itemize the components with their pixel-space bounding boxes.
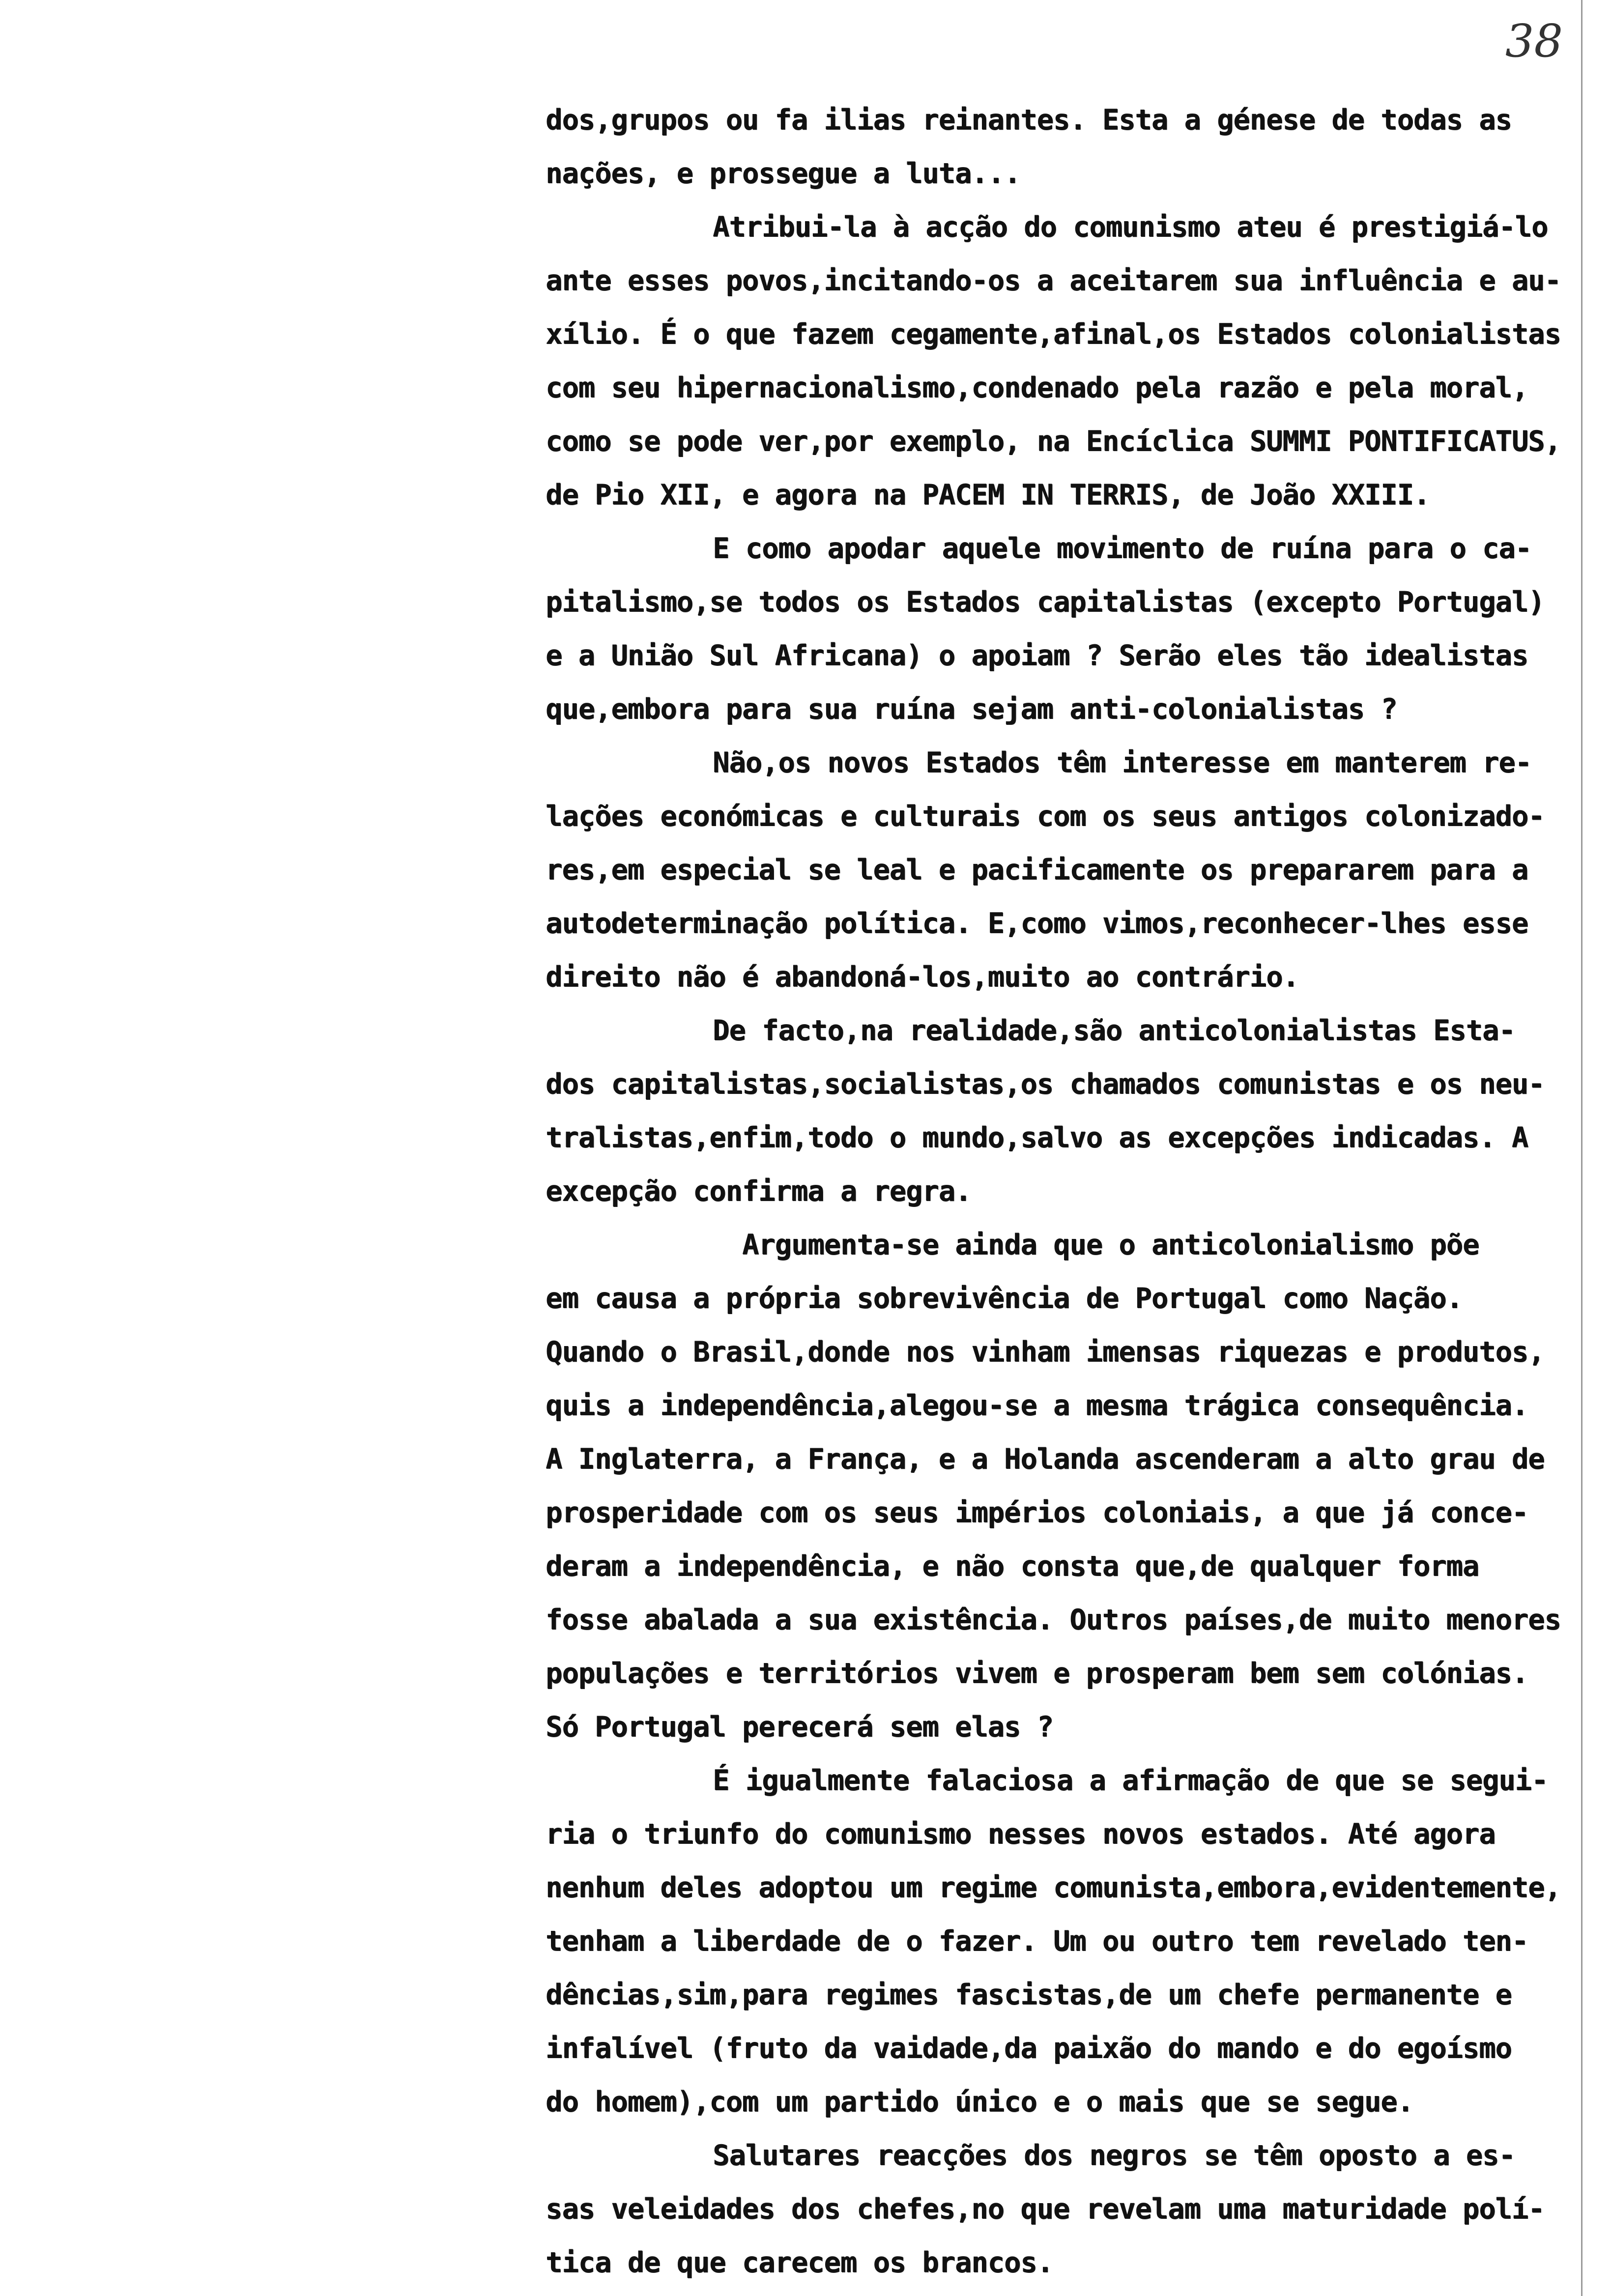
text-line: que,embora para sua ruína sejam anti-colonialistas ? — [546, 693, 1397, 725]
text-line: res,em especial se leal e pacificamente os prepararem para a — [546, 854, 1528, 886]
text-line: pitalismo,se todos os Estados capitalistas (excepto Portugal) — [546, 586, 1545, 618]
text-line: tenham a liberdade de o fazer. Um ou outro tem revelado ten- — [546, 1925, 1528, 1957]
text-line: com seu hipernacionalismo,condenado pela razão e pela moral, — [546, 372, 1528, 404]
text-line: dos,grupos ou fa ilias reinantes. Esta a génese de todas as — [546, 104, 1512, 136]
text-line: xílio. É o que fazem cegamente,afinal,os Estados colonialistas — [546, 318, 1561, 350]
text-line: nações, e prossegue a luta... — [546, 157, 1021, 190]
text-line: populações e territórios vivem e prosperam bem sem colónias. — [546, 1657, 1528, 1690]
text-line: quis a independência,alegou-se a mesma trágica consequência. — [546, 1389, 1528, 1422]
text-line: Argumenta-se ainda que o anticolonialismo põe — [742, 1229, 1479, 1261]
text-line: direito não é abandoná-los,muito ao contrário. — [546, 961, 1299, 993]
page-edge-rule — [1581, 0, 1583, 2296]
text-line: ria o triunfo do comunismo nesses novos estados. Até agora — [546, 1818, 1496, 1850]
text-line: E como apodar aquele movimento de ruína para o ca- — [713, 532, 1531, 565]
text-line: ante esses povos,incitando-os a aceitarem sua influência e au- — [546, 264, 1561, 297]
text-line: prosperidade com os seus impérios coloniais, a que já conce- — [546, 1496, 1528, 1529]
text-line: É igualmente falaciosa a afirmação de que se segui- — [713, 1764, 1548, 1797]
text-line: Não,os novos Estados têm interesse em manterem re- — [713, 746, 1531, 779]
text-line: tralistas,enfim,todo o mundo,salvo as excepções indicadas. A — [546, 1121, 1528, 1154]
page-number: 38 — [1505, 15, 1563, 67]
text-line: sas veleidades dos chefes,no que revelam uma maturidade polí- — [546, 2193, 1545, 2225]
text-line: e a União Sul Africana) o apoiam ? Serão eles tão idealistas — [546, 639, 1528, 672]
typewritten-text-block — [546, 93, 1561, 2290]
text-line: Atribui-la à acção do comunismo ateu é prestigiá-lo — [713, 211, 1548, 243]
text-line: fosse abalada a sua existência. Outros países,de muito menores — [546, 1604, 1561, 1636]
text-line: excepção confirma a regra. — [546, 1175, 972, 1207]
text-line: dos capitalistas,socialistas,os chamados comunistas e os neu- — [546, 1068, 1545, 1100]
text-line: A Inglaterra, a França, e a Holanda ascenderam a alto grau de — [546, 1443, 1545, 1475]
text-line: lações económicas e culturais com os seus antigos colonizado- — [546, 800, 1545, 832]
text-line: dências,sim,para regimes fascistas,de um chefe permanente e — [546, 1979, 1512, 2011]
text-line: tica de que carecem os brancos. — [546, 2246, 1053, 2279]
text-line: infalível (fruto da vaidade,da paixão do mando e do egoísmo — [546, 2032, 1512, 2065]
text-line: em causa a própria sobrevivência de Portugal como Nação. — [546, 1282, 1463, 1315]
text-line: como se pode ver,por exemplo, na Encíclica SUMMI PONTIFICATUS, — [546, 425, 1561, 458]
text-line: autodeterminação política. E,como vimos,reconhecer-lhes esse — [546, 907, 1528, 940]
text-line: Só Portugal perecerá sem elas ? — [546, 1711, 1053, 1743]
text-line: do homem),com um partido único e o mais que se segue. — [546, 2086, 1413, 2118]
text-line: de Pio XII, e agora na PACEM IN TERRIS, de João XXIII. — [546, 479, 1430, 511]
text-line: deram a independência, e não consta que,de qualquer forma — [546, 1550, 1479, 1582]
text-line: nenhum deles adoptou um regime comunista,embora,evidentemente, — [546, 1871, 1561, 1904]
text-line: Quando o Brasil,donde nos vinham imensas riquezas e produtos, — [546, 1336, 1545, 1368]
text-line: De facto,na realidade,são anticolonialistas Esta- — [713, 1014, 1515, 1047]
text-line: Salutares reacções dos negros se têm oposto a es- — [713, 2139, 1515, 2172]
